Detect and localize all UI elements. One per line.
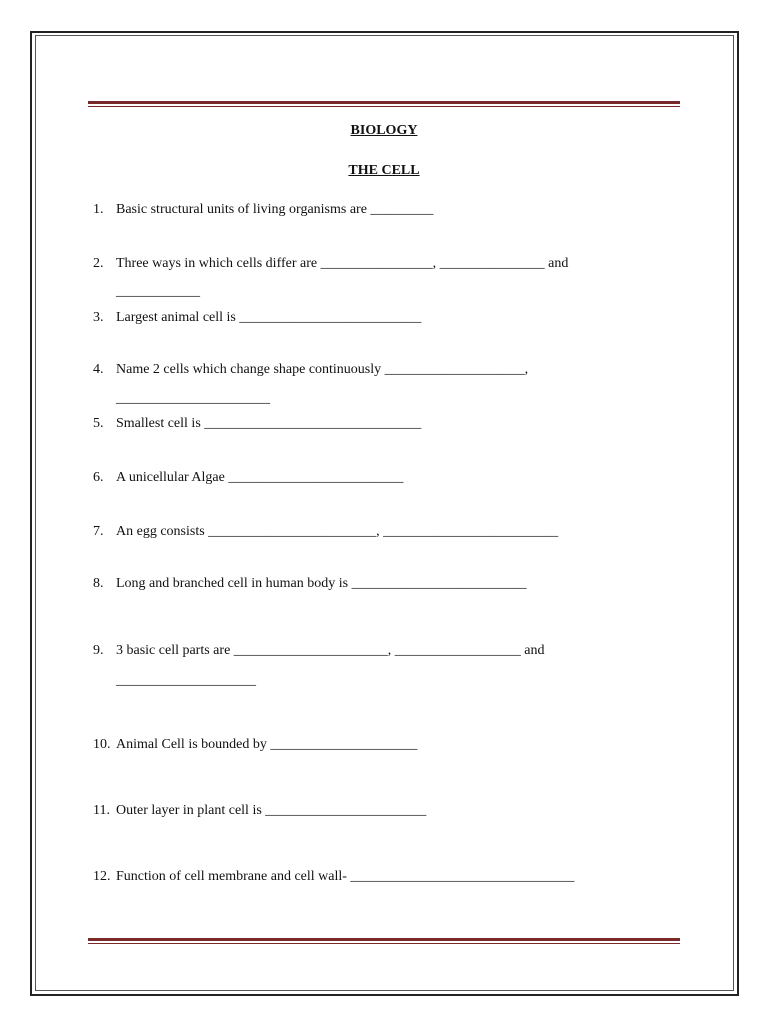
- subject-heading: BIOLOGY: [350, 123, 418, 138]
- question-number: 11.: [93, 803, 110, 818]
- question-number: 2.: [93, 256, 104, 271]
- question-item: [93, 202, 433, 218]
- question-item: [93, 416, 421, 432]
- question-number: 4.: [93, 362, 104, 377]
- question-continuation: ______________________: [116, 391, 270, 406]
- question-text: Basic structural units of living organisms are _________: [116, 202, 434, 217]
- question-item: [93, 470, 403, 486]
- question-text: 3 basic cell parts are ______________________, __________________ and: [116, 643, 545, 658]
- question-text: Largest animal cell is __________________________: [116, 310, 422, 325]
- question-item: [93, 737, 417, 753]
- question-text: Outer layer in plant cell is _______________________: [116, 803, 427, 818]
- question-continuation: ____________: [116, 284, 200, 299]
- question-text: Name 2 cells which change shape continuously ____________________,: [116, 362, 529, 377]
- question-number: 5.: [93, 416, 104, 431]
- question-item: [93, 524, 558, 540]
- footer-rule: [88, 938, 680, 944]
- question-text: Long and branched cell in human body is _________________________: [116, 576, 527, 591]
- question-text: A unicellular Algae _________________________: [116, 470, 404, 485]
- question-continuation: ____________________: [116, 673, 256, 688]
- header-rule: [88, 101, 680, 107]
- question-text: Three ways in which cells differ are ________________, _______________ and: [116, 256, 569, 271]
- question-number: 9.: [93, 643, 104, 658]
- question-text: Function of cell membrane and cell wall- ________________________________: [116, 869, 575, 884]
- question-number: 3.: [93, 310, 104, 325]
- question-number: 10.: [93, 737, 111, 752]
- question-item: [93, 576, 527, 592]
- question-item: [93, 803, 426, 819]
- question-item: [93, 362, 528, 378]
- question-number: 1.: [93, 202, 104, 217]
- question-text: Smallest cell is _______________________________: [116, 416, 422, 431]
- question-number: 12.: [93, 869, 111, 884]
- topic-heading: THE CELL: [348, 163, 420, 178]
- question-number: 7.: [93, 524, 104, 539]
- question-item: [93, 310, 421, 326]
- question-text: Animal Cell is bounded by _____________________: [116, 737, 418, 752]
- question-number: 8.: [93, 576, 104, 591]
- question-item: [93, 869, 574, 885]
- question-item: [93, 256, 568, 272]
- question-number: 6.: [93, 470, 104, 485]
- question-text: An egg consists ________________________, _________________________: [116, 524, 559, 539]
- question-item: [93, 643, 545, 659]
